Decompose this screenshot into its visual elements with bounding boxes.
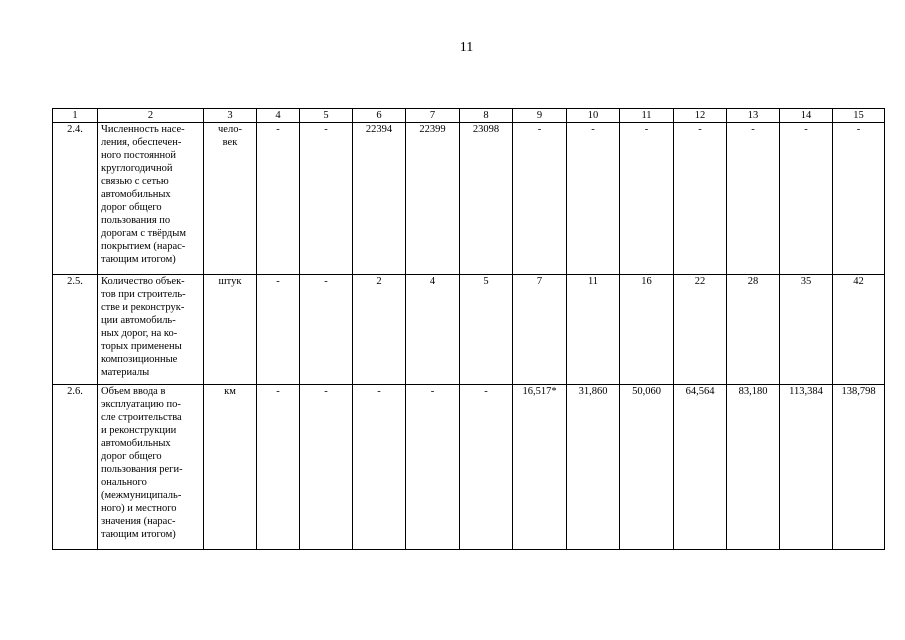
value-col-12: - xyxy=(674,123,727,275)
value-col-5: - xyxy=(300,123,353,275)
value-col-11: - xyxy=(620,123,674,275)
column-header-6: 6 xyxy=(353,109,406,123)
value-col-4: - xyxy=(257,123,300,275)
column-header-14: 14 xyxy=(780,109,833,123)
value-col-8: - xyxy=(460,385,513,550)
value-col-5: - xyxy=(300,385,353,550)
unit-of-measure: штук xyxy=(204,275,257,385)
column-header-7: 7 xyxy=(406,109,460,123)
column-header-5: 5 xyxy=(300,109,353,123)
value-col-13: - xyxy=(727,123,780,275)
value-col-14: - xyxy=(780,123,833,275)
value-col-6: - xyxy=(353,385,406,550)
column-header-13: 13 xyxy=(727,109,780,123)
indicator-name: Численность насе- ления, обеспечен- ного постоянной круглогодичной связью с сетью автомобильных дорог общего пользования по дорогам с твёрдым покрытием (нарас- тающим итогом) xyxy=(98,123,204,275)
page-number: 11 xyxy=(459,40,474,55)
value-col-10: 11 xyxy=(567,275,620,385)
value-col-9: - xyxy=(513,123,567,275)
value-col-7: - xyxy=(406,385,460,550)
header-row xyxy=(53,109,885,123)
value-col-11: 50,060 xyxy=(620,385,674,550)
value-col-11: 16 xyxy=(620,275,674,385)
table-row xyxy=(53,385,885,550)
column-header-12: 12 xyxy=(674,109,727,123)
value-col-9: 16,517* xyxy=(513,385,567,550)
value-col-15: 42 xyxy=(833,275,885,385)
value-col-8: 5 xyxy=(460,275,513,385)
column-header-3: 3 xyxy=(204,109,257,123)
value-col-6: 22394 xyxy=(353,123,406,275)
column-header-9: 9 xyxy=(513,109,567,123)
value-col-10: 31,860 xyxy=(567,385,620,550)
indicator-name: Объем ввода в эксплуатацию по- сле строительства и реконструкции автомобильных дорог общего пользования реги- онального (межмуниципаль- ного) и местного значения (нарас- тающим итогом) xyxy=(98,385,204,550)
row-number: 2.4. xyxy=(53,123,98,275)
value-col-12: 22 xyxy=(674,275,727,385)
column-header-15: 15 xyxy=(833,109,885,123)
value-col-7: 4 xyxy=(406,275,460,385)
column-header-11: 11 xyxy=(620,109,674,123)
table-row xyxy=(53,123,885,275)
value-col-6: 2 xyxy=(353,275,406,385)
value-col-14: 113,384 xyxy=(780,385,833,550)
value-col-13: 83,180 xyxy=(727,385,780,550)
row-number: 2.5. xyxy=(53,275,98,385)
row-number: 2.6. xyxy=(53,385,98,550)
column-header-8: 8 xyxy=(460,109,513,123)
column-header-1: 1 xyxy=(53,109,98,123)
value-col-15: 138,798 xyxy=(833,385,885,550)
value-col-4: - xyxy=(257,385,300,550)
value-col-4: - xyxy=(257,275,300,385)
value-col-7: 22399 xyxy=(406,123,460,275)
value-col-12: 64,564 xyxy=(674,385,727,550)
indicators-table xyxy=(52,108,885,550)
column-header-2: 2 xyxy=(98,109,204,123)
value-col-8: 23098 xyxy=(460,123,513,275)
value-col-10: - xyxy=(567,123,620,275)
column-header-10: 10 xyxy=(567,109,620,123)
value-col-9: 7 xyxy=(513,275,567,385)
unit-of-measure: чело- век xyxy=(204,123,257,275)
column-header-4: 4 xyxy=(257,109,300,123)
value-col-13: 28 xyxy=(727,275,780,385)
value-col-14: 35 xyxy=(780,275,833,385)
table-row xyxy=(53,275,885,385)
value-col-5: - xyxy=(300,275,353,385)
indicator-name: Количество объек- тов при строитель- стве и реконструк- ции автомобиль- ных дорог, на ко- торых применены композиционные материалы xyxy=(98,275,204,385)
value-col-15: - xyxy=(833,123,885,275)
unit-of-measure: км xyxy=(204,385,257,550)
